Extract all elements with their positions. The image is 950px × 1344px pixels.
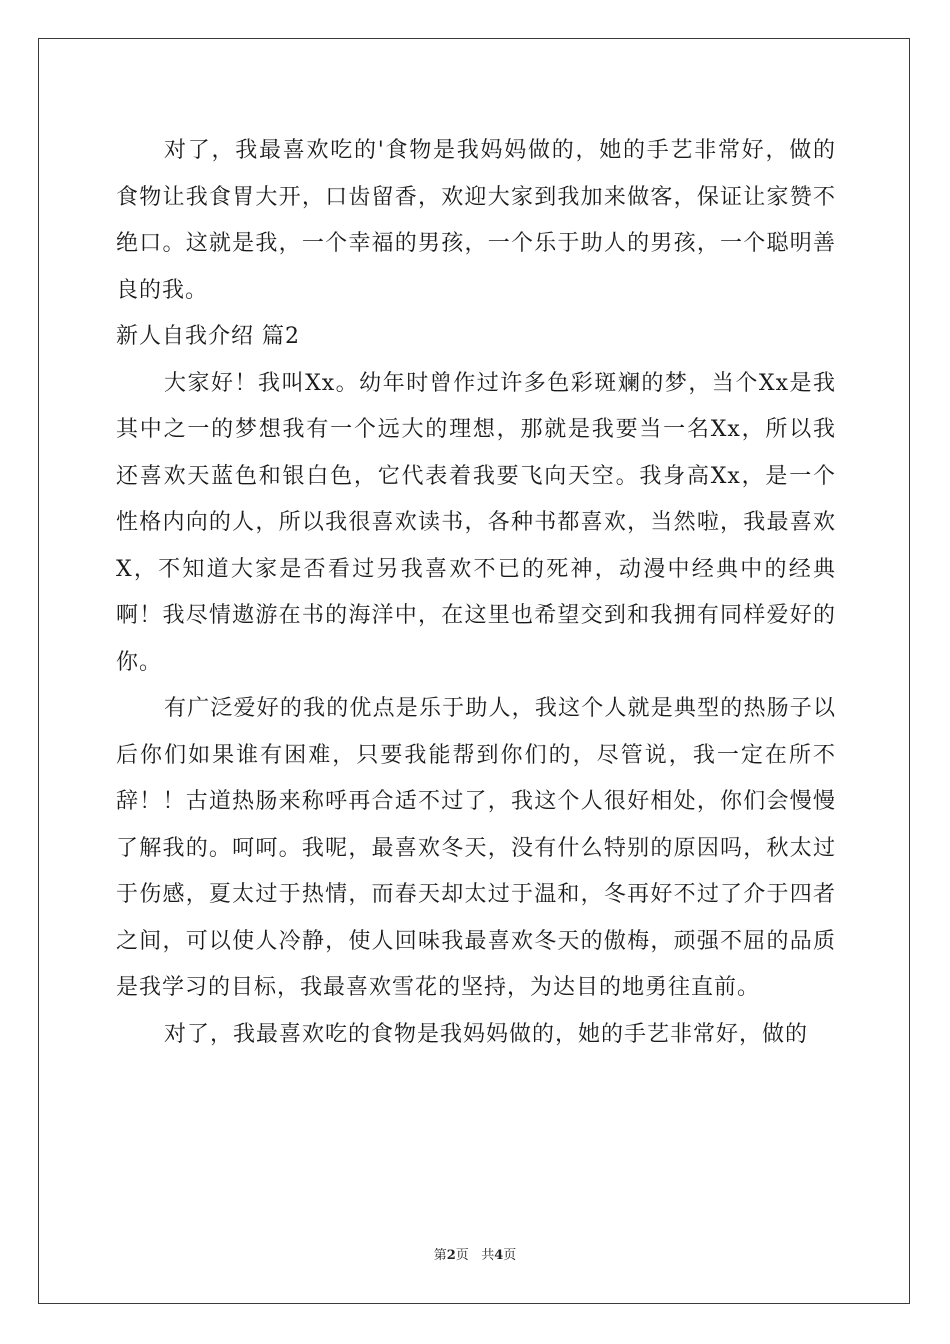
paragraph-food-continued: 对了，我最喜欢吃的食物是我妈妈做的，她的手艺非常好，做的 [164,1021,809,1047]
page-footer [0,1247,950,1265]
footer-total-prefix: 共 [481,1248,495,1263]
paragraph-hobbies: 有广泛爱好的我的优点是乐于助人，我这个人就是典型的热肠子以后你们如果谁有困难，只要我能帮到你们的，尽管说，我一定在所不辞！！古道热肠来称呼再合适不过了，我这个人很好相处，你们会慢慢了解我的。呵呵。我呢，最喜欢冬天，没有什么特别的原因吗，秋太过于伤感，夏太过于热情，而春天却太过于温和，冬再好不过了介于四者之间，可以使人冷静，使人回味我最喜欢冬天的傲梅，顽强不屈的品质是我学习的目标，我最喜欢雪花的坚持，为达目的地勇往直前。 [116,696,836,1000]
footer-page-mid: 页 [455,1248,469,1263]
footer-page-total: 4 [494,1248,504,1263]
footer-page-prefix: 第 [433,1248,447,1263]
paragraph-food: 对了，我最喜欢吃的'食物是我妈妈做的，她的手艺非常好，做的食物让我食胃大开，口齿留香，欢迎大家到我加来做客，保证让家赞不绝口。这就是我，一个幸福的男孩，一个乐于助人的男孩，一个聪明善良的我。 [116,138,836,303]
footer-page-current: 2 [446,1248,456,1263]
footer-total-suffix: 页 [503,1248,517,1263]
section-heading: 新人自我介绍 篇2 [116,324,300,349]
paragraph-intro: 大家好！我叫Xx。幼年时曾作过许多色彩斑斓的梦，当个Xx是我其中之一的梦想我有一个远大的理想，那就是我要当一名Xx，所以我还喜欢天蓝色和银白色，它代表着我要飞向天空。我身高Xx，是一个性格内向的人，所以我很喜欢读书，各种书都喜欢，当然啦，我最喜欢X，不知道大家是否看过另我喜欢不已的死神，动漫中经典中的经典啊！我尽情遨游在书的海洋中，在这里也希望交到和我拥有同样爱好的你。 [116,370,836,675]
document-body [116,128,836,1058]
